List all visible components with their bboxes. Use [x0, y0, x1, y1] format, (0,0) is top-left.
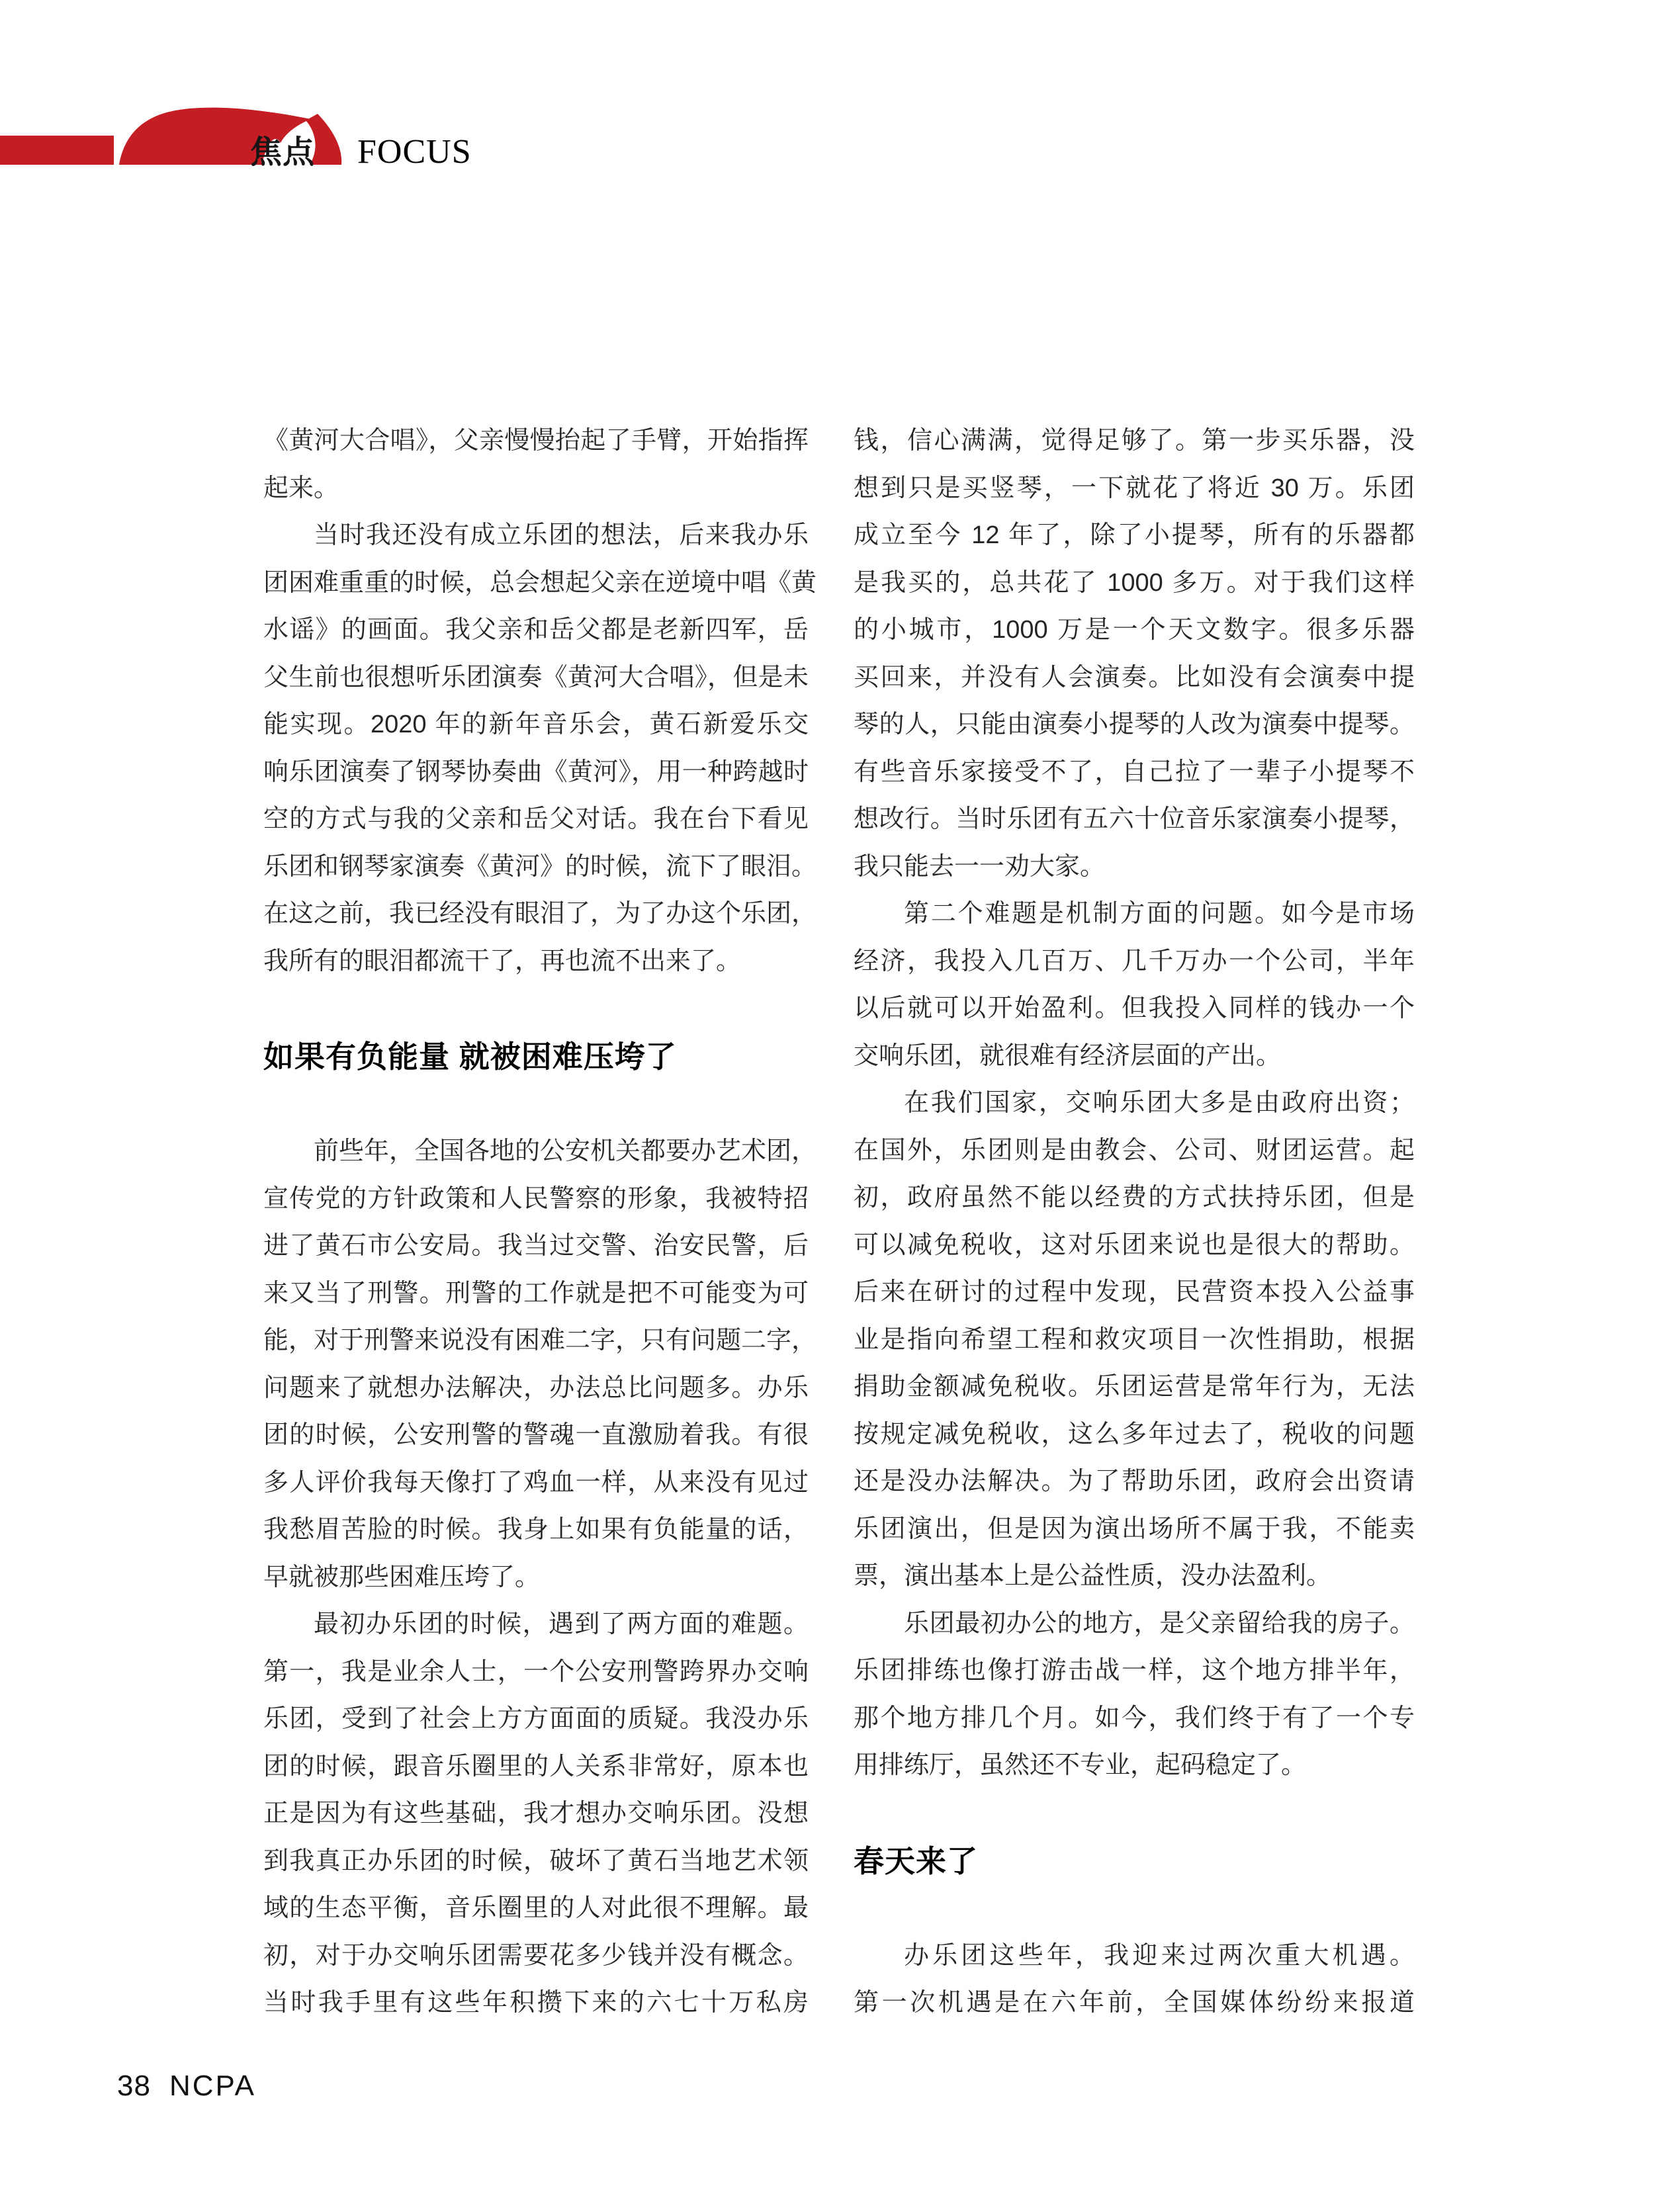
text-line: 还是没办法解决。为了帮助乐团，政府会出资请 — [854, 1467, 1415, 1495]
text-line: 在国外，乐团则是由教会、公司、财团运营。起 — [854, 1136, 1415, 1164]
text-line: 前些年，全国各地的公安机关都要办艺术团， — [314, 1137, 817, 1165]
text-line: 可以减免税收，这对乐团来说也是很大的帮助。 — [854, 1231, 1415, 1259]
text-line: 有些音乐家接受不了，自己拉了一辈子小提琴不 — [854, 758, 1415, 786]
magazine-name: NCPA — [169, 2070, 256, 2102]
page-number: 38 — [117, 2070, 151, 2102]
text-line: 想改行。当时乐团有五六十位音乐家演奏小提琴， — [854, 805, 1415, 833]
left-column — [263, 417, 817, 2027]
text-line: 当时我还没有成立乐团的想法，后来我办乐 — [314, 521, 809, 549]
text-line: 捐助金额减免税收。乐团运营是常年行为，无法 — [854, 1373, 1415, 1401]
text-line: 乐团最初办公的地方，是父亲留给我的房子。 — [904, 1609, 1415, 1638]
section-label-en: FOCUS — [357, 133, 472, 171]
text-line: 那个地方排几个月。如今，我们终于有了一个专 — [854, 1704, 1415, 1732]
text-line: 进了黄石市公安局。我当过交警、治安民警，后 — [263, 1232, 809, 1260]
text-line: 正是因为有这些基础，我才想办交响乐团。没想 — [263, 1800, 809, 1827]
text-line: 成立至今 12 年了，除了小提琴，所有的乐器都 — [854, 521, 1415, 549]
text-line: 第一次机遇是在六年前，全国媒体纷纷来报道 — [854, 1989, 1415, 2017]
text-line: 想到只是买竖琴，一下就花了将近 30 万。乐团 — [854, 474, 1415, 502]
text-line: 乐团演出，但是因为演出场所不属于我，不能卖 — [854, 1514, 1415, 1543]
text-line: 以后就可以开始盈利。但我投入同样的钱办一个 — [854, 994, 1415, 1022]
text-line: 后来在研讨的过程中发现，民营资本投入公益事 — [854, 1278, 1415, 1306]
text-line: 我愁眉苦脸的时候。我身上如果有负能量的话， — [263, 1516, 809, 1544]
paragraph — [854, 417, 1415, 891]
paragraph — [854, 1600, 1415, 1790]
text-line: 钱，信心满满，觉得足够了。第一步买乐器，没 — [854, 427, 1415, 455]
text-line: 业是指向希望工程和救灾项目一次性捐助，根据 — [854, 1325, 1415, 1354]
text-line: 第二个难题是机制方面的问题。如今是市场 — [904, 900, 1415, 928]
text-line: 能实现。2020 年的新年音乐会，黄石新爱乐交 — [263, 711, 809, 738]
text-line: 乐团排练也像打游击战一样，这个地方排半年， — [854, 1657, 1415, 1685]
text-line: 团困难重重的时候，总会想起父亲在逆境中唱《黄 — [263, 568, 817, 597]
paragraph — [854, 891, 1415, 1080]
text-line: 宣传党的方针政策和人民警察的形象，我被特招 — [263, 1184, 809, 1213]
section-heading: 春天来了 — [854, 1843, 978, 1878]
paragraph — [263, 1601, 809, 2027]
text-line: 琴的人，只能由演奏小提琴的人改为演奏中提琴。 — [854, 711, 1415, 738]
paragraph — [854, 1933, 1415, 2027]
text-line: 我只能去一一劝大家。 — [854, 852, 1106, 881]
section-label — [250, 134, 472, 179]
text-line: 水谣》的画面。我父亲和岳父都是老新四军，岳 — [263, 616, 809, 644]
paragraph — [263, 512, 817, 985]
text-line: 到我真正办乐团的时候，破坏了黄石当地艺术领 — [263, 1847, 809, 1875]
text-line: 在这之前，我已经没有眼泪了，为了办这个乐团， — [263, 900, 817, 928]
text-line: 空的方式与我的父亲和岳父对话。我在台下看见 — [263, 805, 809, 833]
paragraph — [854, 1080, 1415, 1600]
text-line: 第一，我是业余人士，一个公安刑警跨界办交响 — [263, 1657, 809, 1686]
text-line: 《黄河大合唱》，父亲慢慢抬起了手臂，开始指挥 — [263, 427, 809, 455]
text-line: 问题来了就想办法解决，办法总比问题多。办乐 — [263, 1374, 809, 1402]
text-line: 起来。 — [263, 474, 339, 502]
text-line: 票，演出基本上是公益性质，没办法盈利。 — [854, 1562, 1332, 1590]
text-line: 当时我手里有这些年积攒下来的六七十万私房 — [263, 1989, 809, 2017]
text-line: 按规定减免税收，这么多年过去了，税收的问题 — [854, 1420, 1415, 1448]
text-line: 初，对于办交响乐团需要花多少钱并没有概念。 — [263, 1941, 809, 1970]
text-line: 买回来，并没有人会演奏。比如没有会演奏中提 — [854, 663, 1415, 691]
text-line: 早就被那些困难压垮了。 — [263, 1563, 541, 1591]
paragraph — [263, 1128, 817, 1601]
text-line: 能，对于刑警来说没有困难二字，只有问题二字， — [263, 1327, 817, 1354]
text-line: 乐团和钢琴家演奏《黄河》的时候，流下了眼泪。 — [263, 852, 817, 881]
text-line: 团的时候，跟音乐圈里的人关系非常好，原本也 — [263, 1752, 809, 1780]
section-label-cn: 焦点 — [250, 135, 316, 170]
text-line: 团的时候，公安刑警的警魂一直激励着我。有很 — [263, 1421, 809, 1449]
text-line: 我所有的眼泪都流干了，再也流不出来了。 — [263, 947, 742, 975]
text-line: 用排练厅，虽然还不专业，起码稳定了。 — [854, 1751, 1307, 1779]
text-line: 办乐团这些年，我迎来过两次重大机遇。 — [904, 1941, 1415, 1970]
right-column — [854, 417, 1415, 2027]
text-line: 在我们国家，交响乐团大多是由政府出资； — [904, 1089, 1415, 1117]
page-footer — [117, 2070, 256, 2103]
paragraph — [263, 417, 809, 512]
text-line: 父生前也很想听乐团演奏《黄河大合唱》，但是未 — [263, 663, 809, 691]
text-line: 最初办乐团的时候，遇到了两方面的难题。 — [314, 1610, 809, 1638]
text-line: 响乐团演奏了钢琴协奏曲《黄河》，用一种跨越时 — [263, 758, 809, 786]
text-line: 的小城市，1000 万是一个天文数字。很多乐器 — [854, 616, 1415, 644]
text-line: 交响乐团，就很难有经济层面的产出。 — [854, 1041, 1282, 1070]
text-line: 乐团，受到了社会上方方面面的质疑。我没办乐 — [263, 1705, 809, 1733]
text-line: 域的生态平衡，音乐圈里的人对此很不理解。最 — [263, 1894, 809, 1922]
text-line: 来又当了刑警。刑警的工作就是把不可能变为可 — [263, 1279, 809, 1307]
text-line: 多人评价我每天像打了鸡血一样，从来没有见过 — [263, 1468, 809, 1497]
text-line: 是我买的，总共花了 1000 多万。对于我们这样 — [854, 568, 1415, 597]
text-line: 经济，我投入几百万、几千万办一个公司，半年 — [854, 947, 1415, 975]
logo-red-bar — [0, 136, 114, 165]
text-line: 初，政府虽然不能以经费的方式扶持乐团，但是 — [854, 1184, 1415, 1211]
section-heading: 如果有负能量 就被困难压垮了 — [263, 1039, 677, 1074]
